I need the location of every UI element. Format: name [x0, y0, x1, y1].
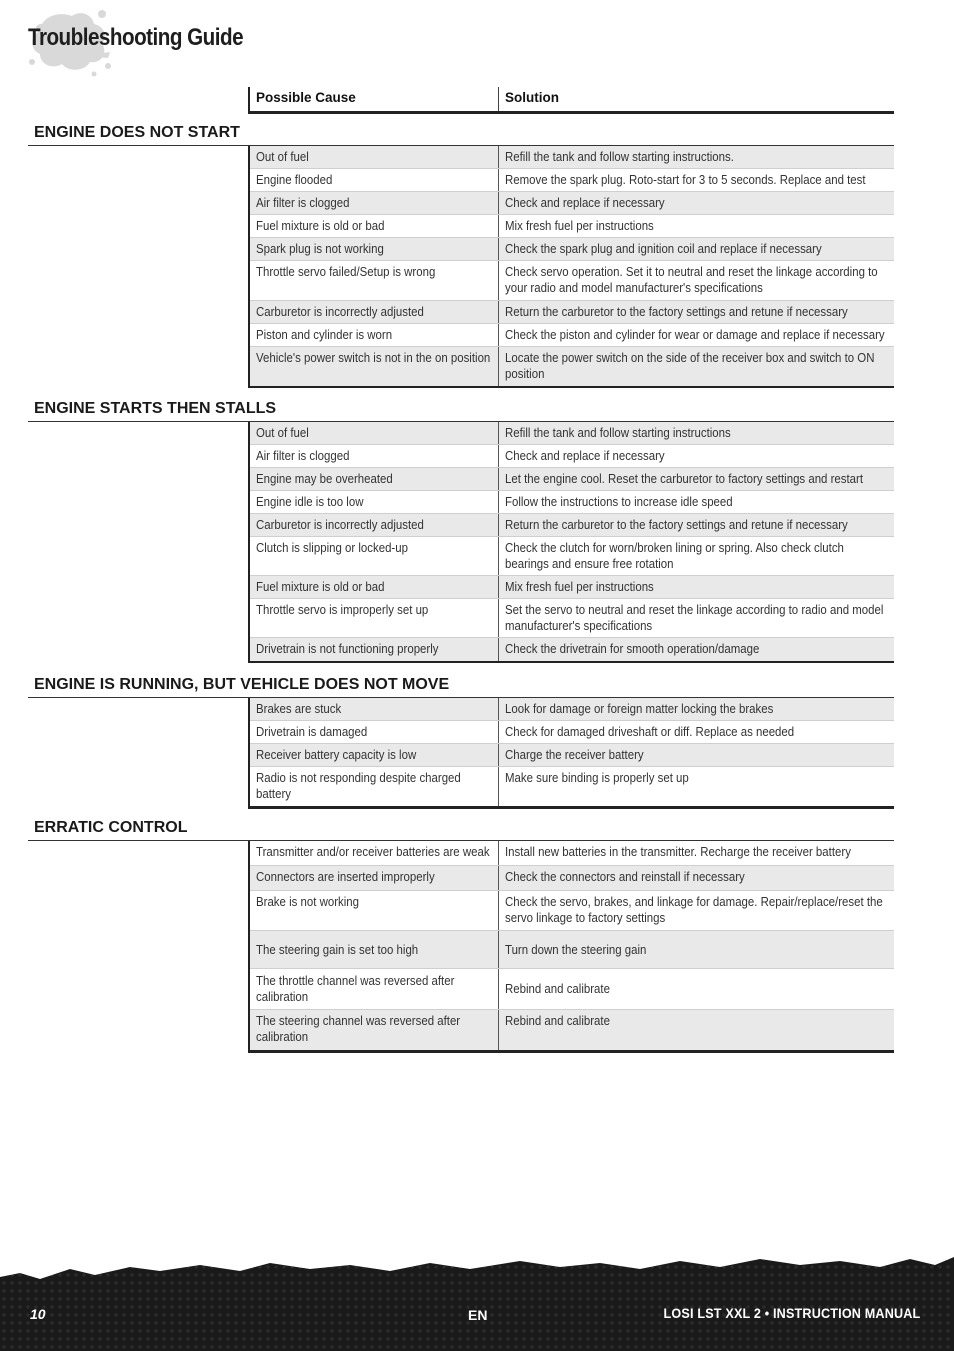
page-number: 10 — [30, 1306, 46, 1322]
cause-cell: Throttle servo is improperly set up — [256, 602, 429, 617]
cause-cell: Drivetrain is damaged — [256, 724, 368, 739]
table-row — [250, 422, 894, 445]
solution-cell: Refill the tank and follow starting instructions — [505, 425, 731, 440]
column-header-cause: Possible Cause — [256, 90, 356, 105]
table-row — [250, 324, 894, 347]
table-row — [250, 721, 894, 744]
troubleshooting-table — [248, 841, 894, 1053]
table-row — [250, 841, 894, 866]
solution-cell: Mix fresh fuel per instructions — [505, 218, 654, 233]
solution-cell: Make sure binding is properly set up — [505, 770, 689, 785]
table-row — [250, 599, 894, 638]
solution-cell: Check the clutch for worn/broken lining or spring. Also check clutch bearings and ensure free rotation — [505, 540, 844, 571]
cause-cell: Air filter is clogged — [256, 448, 350, 463]
solution-cell: Install new batteries in the transmitter. Recharge the receiver battery — [505, 844, 851, 859]
table-column-header — [248, 87, 894, 114]
solution-cell: Locate the power switch on the side of the receiver box and switch to ON position — [505, 350, 875, 381]
solution-cell: Rebind and calibrate — [505, 1013, 610, 1028]
language-label: EN — [468, 1307, 488, 1323]
cause-cell: Spark plug is not working — [256, 241, 384, 256]
cause-cell: Carburetor is incorrectly adjusted — [256, 517, 424, 532]
solution-cell: Check and replace if necessary — [505, 195, 665, 210]
solution-cell: Rebind and calibrate — [505, 981, 610, 996]
column-header-solution: Solution — [498, 87, 894, 111]
solution-cell: Check the piston and cylinder for wear or damage and replace if necessary — [505, 327, 885, 342]
solution-cell: Follow the instructions to increase idle speed — [505, 494, 733, 509]
page-title: Troubleshooting Guide — [28, 24, 244, 51]
table-row — [250, 192, 894, 215]
cause-cell: Fuel mixture is old or bad — [256, 218, 385, 233]
table-row — [250, 347, 894, 386]
table-row — [250, 931, 894, 969]
table-row — [250, 261, 894, 301]
solution-cell: Remove the spark plug. Roto-start for 3 to 5 seconds. Replace and test — [505, 172, 866, 187]
table-row — [250, 576, 894, 599]
solution-cell: Check servo operation. Set it to neutral and reset the linkage according to your radio and model manufacturer's specifications — [505, 264, 878, 295]
solution-cell: Check the drivetrain for smooth operation/damage — [505, 641, 760, 656]
cause-cell: Clutch is slipping or locked-up — [256, 540, 408, 555]
cause-cell: Piston and cylinder is worn — [256, 327, 393, 342]
table-row — [250, 537, 894, 576]
solution-cell: Charge the receiver battery — [505, 747, 644, 762]
solution-cell: Check and replace if necessary — [505, 448, 665, 463]
cause-cell: Receiver battery capacity is low — [256, 747, 417, 762]
table-row — [250, 468, 894, 491]
table-row — [250, 1010, 894, 1050]
table-row — [250, 891, 894, 931]
cause-cell: Fuel mixture is old or bad — [256, 579, 385, 594]
solution-cell: Return the carburetor to the factory settings and retune if necessary — [505, 517, 848, 532]
troubleshooting-table — [248, 146, 894, 388]
table-row — [250, 301, 894, 324]
table-row — [250, 491, 894, 514]
solution-cell: Look for damage or foreign matter locking the brakes — [505, 701, 774, 716]
table-row — [250, 169, 894, 192]
cause-cell: Engine may be overheated — [256, 471, 393, 486]
table-row — [250, 445, 894, 468]
table-row — [250, 767, 894, 806]
section-title: ENGINE IS RUNNING, BUT VEHICLE DOES NOT MOVE — [28, 674, 894, 698]
solution-cell: Let the engine cool. Reset the carburetor to factory settings and restart — [505, 471, 864, 486]
table-row — [250, 744, 894, 767]
section-title: ENGINE DOES NOT START — [28, 122, 894, 146]
section-engine-starts-then-stalls — [28, 398, 894, 663]
table-row — [250, 215, 894, 238]
cause-cell: Vehicle's power switch is not in the on position — [256, 350, 491, 365]
troubleshooting-table — [248, 698, 894, 809]
manual-title: LOSI LST XXL 2 • INSTRUCTION MANUAL — [663, 1305, 920, 1321]
cause-cell: Throttle servo failed/Setup is wrong — [256, 264, 436, 279]
cause-cell: Engine flooded — [256, 172, 333, 187]
solution-cell: Set the servo to neutral and reset the linkage according to radio and model manufacturer's specifications — [505, 602, 884, 633]
cause-cell: Air filter is clogged — [256, 195, 350, 210]
page-footer — [0, 1255, 954, 1351]
section-title: ENGINE STARTS THEN STALLS — [28, 398, 894, 422]
table-row — [250, 238, 894, 261]
table-row — [250, 698, 894, 721]
section-erratic-control — [28, 817, 894, 1053]
cause-cell: Carburetor is incorrectly adjusted — [256, 304, 424, 319]
section-title: ERRATIC CONTROL — [28, 817, 894, 841]
solution-cell: Mix fresh fuel per instructions — [505, 579, 654, 594]
footer-grunge-band — [0, 1255, 954, 1351]
cause-cell: Radio is not responding despite charged battery — [256, 770, 461, 801]
table-row — [250, 638, 894, 661]
cause-cell: The throttle channel was reversed after calibration — [256, 973, 455, 1004]
cause-cell: The steering channel was reversed after calibration — [256, 1013, 461, 1044]
cause-cell: Connectors are inserted improperly — [256, 869, 435, 884]
cause-cell: Transmitter and/or receiver batteries are weak — [256, 844, 490, 859]
solution-cell: Return the carburetor to the factory settings and retune if necessary — [505, 304, 848, 319]
cause-cell: Out of fuel — [256, 149, 309, 164]
section-engine-does-not-start — [28, 122, 894, 388]
cause-cell: Brakes are stuck — [256, 701, 342, 716]
cause-cell: Drivetrain is not functioning properly — [256, 641, 439, 656]
solution-cell: Check the servo, brakes, and linkage for damage. Repair/replace/reset the servo linkage to factory settings — [505, 894, 883, 925]
table-row — [250, 866, 894, 891]
solution-cell: Check the connectors and reinstall if necessary — [505, 869, 745, 884]
cause-cell: Out of fuel — [256, 425, 309, 440]
section-engine-running-vehicle-not-moving — [28, 674, 894, 809]
troubleshooting-table — [248, 422, 894, 663]
solution-cell: Turn down the steering gain — [505, 941, 647, 957]
cause-cell: Engine idle is too low — [256, 494, 364, 509]
cause-cell: The steering gain is set too high — [256, 941, 419, 957]
table-row — [250, 146, 894, 169]
table-row — [250, 969, 894, 1010]
table-row — [250, 514, 894, 537]
cause-cell: Brake is not working — [256, 894, 360, 909]
solution-cell: Refill the tank and follow starting instructions. — [505, 149, 734, 164]
solution-cell: Check for damaged driveshaft or diff. Replace as needed — [505, 724, 795, 739]
solution-cell: Check the spark plug and ignition coil and replace if necessary — [505, 241, 822, 256]
